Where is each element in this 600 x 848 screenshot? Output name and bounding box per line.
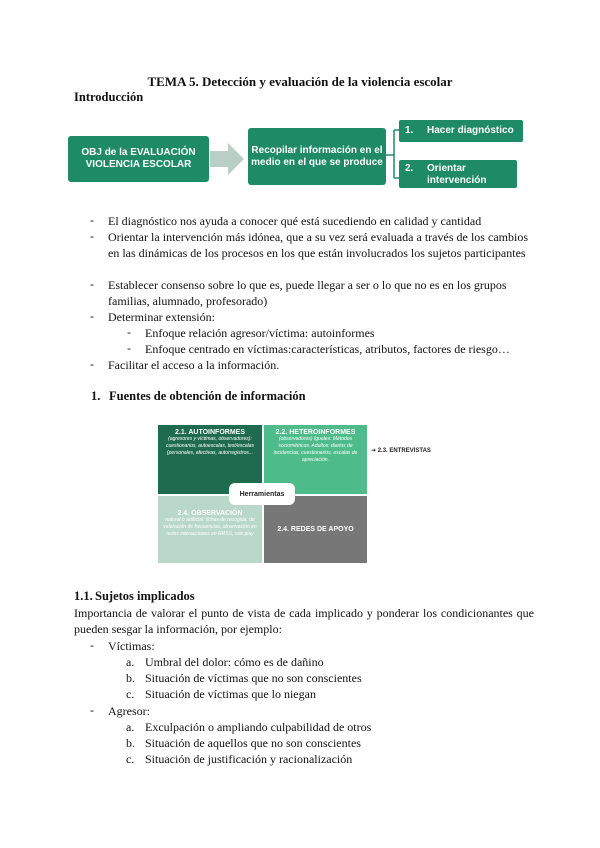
- autoinformes-text: (agresores y víctimas, observadores): cuestionarios, autoescalas, test/escalas (personales, afectivas, autorregistros...: [165, 436, 255, 456]
- heteroinformes-title: 2.2. HETEROINFORMES: [275, 429, 356, 436]
- aggressor-label: Agresor:: [108, 704, 150, 718]
- diagram-item-2-num: 2.: [405, 163, 414, 174]
- diagram-middle-box: Recopilar información en el medio en el que se produce: [248, 128, 386, 185]
- observacion-text: natural o artificial: fichas de recogida, de valoración de frecuencias, observación en redes interacciones en RRSS, role play: [163, 517, 257, 537]
- bullet-diagnosis: El diagnóstico nos ayuda a conocer qué está sucediendo en calidad y cantidad: [108, 214, 482, 228]
- entrevistas-label: ➔ 2.3. ENTREVISTAS: [371, 448, 431, 454]
- tools-center-label: Herramientas: [229, 483, 295, 505]
- aggressor-item-c-letter: c.: [126, 752, 135, 766]
- bullet-intervention: Orientar la intervención más idónea, que a su vez será evaluada a través de los cambios en las dinámicas de los procesos en los que están involucrados los sujetos participantes: [108, 230, 528, 260]
- victims-item-c-letter: c.: [126, 687, 135, 701]
- aggressor-item-a-letter: a.: [126, 720, 135, 734]
- victims-item-a: Umbral del dolor: cómo es de dañino: [145, 655, 324, 669]
- implicated-paragraph: Importancia de valorar el punto de vista de cada implicado y ponderar los condicionantes que pueden sesgar la información, por ejemplo:: [74, 606, 534, 636]
- diagram-item-1-label: Hacer diagnóstico: [427, 125, 514, 136]
- bullet-extension: Determinar extensión:: [108, 310, 215, 324]
- victims-item-a-letter: a.: [126, 655, 135, 669]
- observacion-title: 2.4. OBSERVACIÓN: [177, 510, 243, 517]
- victims-item-c: Situación de víctimas que lo niegan: [145, 687, 316, 701]
- section-1-num: 1.: [91, 389, 101, 403]
- page-title: TEMA 5. Detección y evaluación de la violencia escolar: [147, 74, 453, 89]
- victims-label: Víctimas:: [108, 639, 155, 653]
- heteroinformes-text: (observadores) Iguales: Métodos sociométricos. Adultos: diarios de incidencias, cuestionarios, escalas de apreciación.: [273, 436, 358, 463]
- aggressor-item-b: Situación de aquellos que no son conscientes: [145, 736, 361, 750]
- aggressor-item-c: Situación de justificación y racionalización: [145, 752, 353, 766]
- section-1-1-num: 1.1.: [74, 589, 93, 603]
- aggressor-item-b-letter: b.: [126, 736, 135, 750]
- section-1-heading: Fuentes de obtención de información: [109, 389, 306, 403]
- observacion-quadrant: [158, 496, 262, 563]
- intro-heading: Introducción: [74, 90, 144, 104]
- bullet-access: Facilitar el acceso a la información.: [108, 358, 280, 372]
- victims-item-b-letter: b.: [126, 671, 135, 685]
- diagram-left-box: OBJ de la EVALUACIÓN VIOLENCIA ESCOLAR: [68, 136, 209, 182]
- diagram-item-1-num: 1.: [405, 125, 414, 136]
- diagram-item-1: [399, 120, 523, 142]
- autoinformes-title: 2.1. AUTOINFORMES: [174, 429, 245, 436]
- sub-bullet-victims: Enfoque centrado en víctimas:características, atributos, factores de riesgo…: [145, 342, 510, 356]
- redes-apoyo-title: 2.4. REDES DE APOYO: [277, 526, 354, 533]
- diagram-item-2: [399, 160, 517, 188]
- section-1-1-heading: Sujetos implicados: [95, 589, 195, 603]
- aggressor-item-a: Exculpación o ampliando culpabilidad de otros: [145, 720, 372, 734]
- diagram-item-2-label: Orientar intervención: [427, 163, 487, 186]
- redes-apoyo-quadrant: [264, 496, 367, 563]
- sub-bullet-aggressor-victim: Enfoque relación agresor/víctima: autoinformes: [145, 326, 375, 340]
- victims-item-b: Situación de víctimas que no son conscientes: [145, 671, 362, 685]
- bullet-consensus: Establecer consenso sobre lo que es, puede llegar a ser o lo que no es en los grupos familias, alumnado, profesorado): [108, 278, 507, 308]
- diagram-arrow-icon: [210, 143, 246, 175]
